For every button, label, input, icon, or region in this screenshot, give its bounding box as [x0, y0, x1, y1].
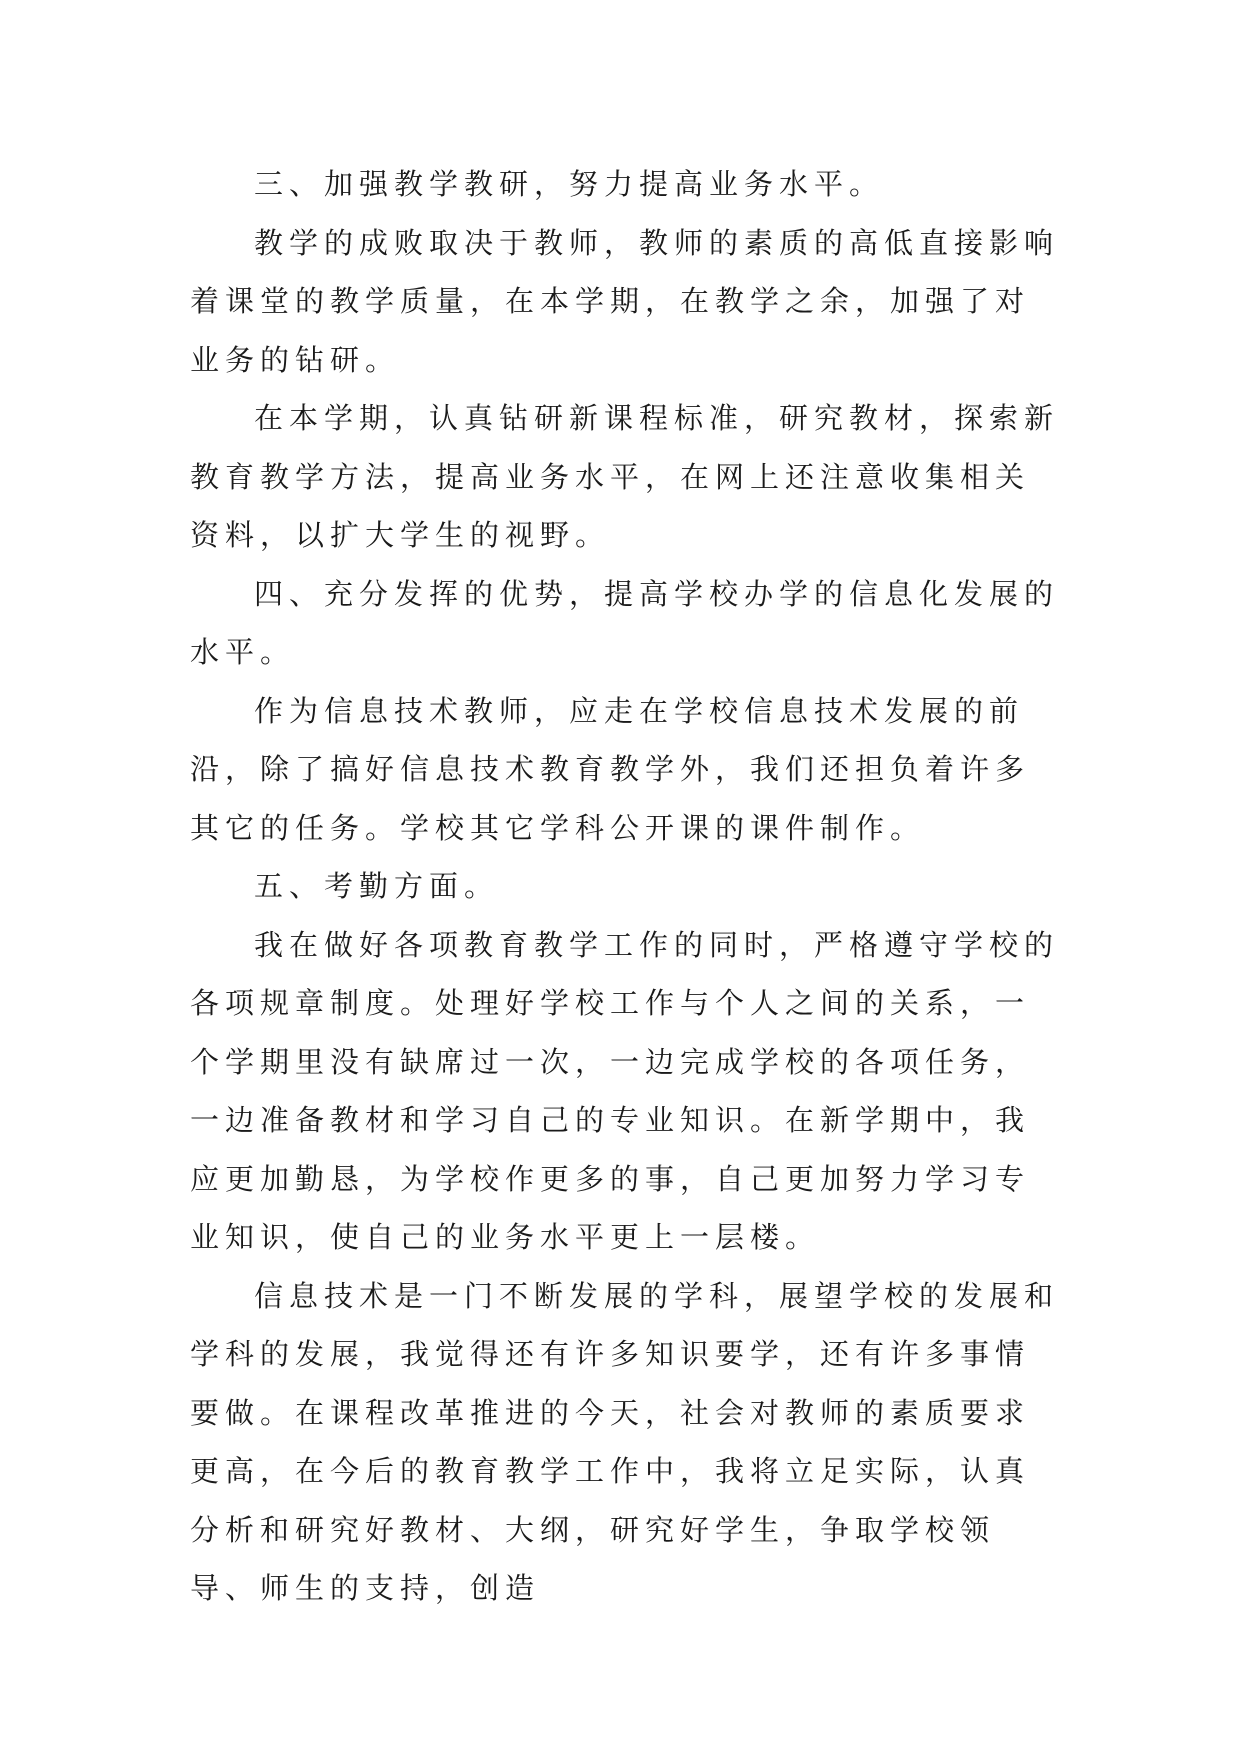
paragraph-attendance: 我在做好各项教育教学工作的同时，严格遵守学校的各项规章制度。处理好学校工作与个人之间的关系，一个学期里没有缺席过一次，一边完成学校的各项任务，一边准备教材和学习自己的专业知识。在新学期中，我应更加勤恳，为学校作更多的事，自己更加努力学习专业知识，使自己的业务水平更上一层楼。 [190, 927, 1060, 1254]
heading-section-3: 三、加强教学教研，努力提高业务水平。 [254, 167, 885, 201]
heading-section-4: 四、充分发挥的优势，提高学校办学的信息化发展的水平。 [190, 576, 1060, 669]
paragraph-curriculum-study: 在本学期，认真钻研新课程标准，研究教材，探索新教育教学方法，提高业务水平，在网上还注意收集相关资料，以扩大学生的视野。 [190, 401, 1060, 552]
paragraph-teacher-quality: 教学的成败取决于教师，教师的素质的高低直接影响着课堂的教学质量，在本学期，在教学之余，加强了对业务的钻研。 [190, 225, 1060, 377]
paragraph-it-teacher-role: 作为信息技术教师，应走在学校信息技术发展的前沿，除了搞好信息技术教育教学外，我们还担负着许多其它的任务。学校其它学科公开课的课件制作。 [190, 693, 1031, 845]
paragraph-outlook: 信息技术是一门不断发展的学科，展望学校的发展和学科的发展，我觉得还有许多知识要学，还有许多事情要做。在课程改革推进的今天，社会对教师的素质要求更高，在今后的教育教学工作中，我将立足实际，认真分析和研究好教材、大纲，研究好学生，争取学校领导、师生的支持，创造 [190, 1278, 1060, 1605]
document-body [190, 155, 1060, 1618]
heading-section-5: 五、考勤方面。 [254, 869, 500, 903]
